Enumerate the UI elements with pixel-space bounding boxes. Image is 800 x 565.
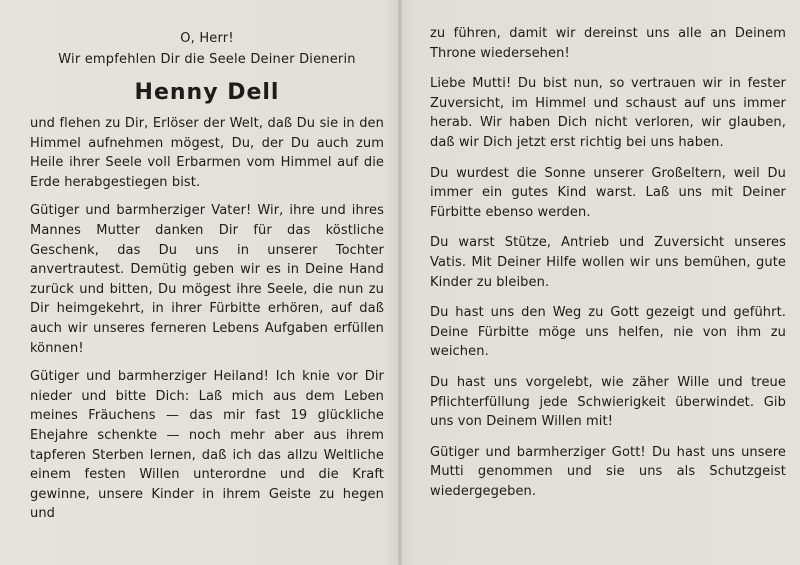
invocation: O, Herr! xyxy=(180,31,234,46)
right-page xyxy=(402,0,800,565)
prayer-paragraph: Du wurdest die Sonne unserer Großeltern, weil Du immer ein gutes Kind warst. Laß uns mit Deiner Fürbitte ebenso werden. xyxy=(430,165,786,220)
prayer-paragraph: Gütiger und barmherziger Gott! Du hast uns unsere Mutti genommen und sie uns als Schutzgeist wiedergegeben. xyxy=(430,444,786,499)
commendation: Wir empfehlen Dir die Seele Deiner Dienerin xyxy=(58,52,356,67)
prayer-paragraph: und flehen zu Dir, Erlöser der Welt, daß Du sie in den Himmel aufnehmen mögest, Du, der Du auch zum Heile ihrer Seele voll Erbarmen vom Himmel auf die Erde herabgestiegen bist. xyxy=(30,116,384,190)
prayer-paragraph: Gütiger und barmherziger Vater! Wir, ihre und ihres Mannes Mutter danken Dir für das köstliche Geschenk, das Du uns in unserer Tochter anvertrautest. Demütig geben wir es in Deine Hand zurück und bitten, Du mögest ihre Seele, die nun zu Dir heimgekehrt, in ihrer Fürbitte erhören, auf daß auch wir unseres ferneren Lebens Aufgaben erfüllen können! xyxy=(30,203,384,356)
prayer-paragraph: Liebe Mutti! Du bist nun, so vertrauen wir in fester Zuversicht, im Himmel und schaust auf uns immer herab. Wir haben Dich nicht verloren, wir glauben, daß wir Dich jetzt erst richtig bei uns haben. xyxy=(430,76,786,150)
prayer-paragraph: zu führen, damit wir dereinst uns alle an Deinem Throne wiedersehen! xyxy=(430,26,786,61)
prayer-paragraph: Du hast uns den Weg zu Gott gezeigt und geführt. Deine Fürbitte möge uns helfen, nie von ihm zu weichen. xyxy=(430,305,786,360)
prayer-paragraph: Du warst Stütze, Antrieb und Zuversicht unseres Vatis. Mit Deiner Hilfe wollen wir uns bemühen, gute Kinder zu bleiben. xyxy=(430,235,786,290)
prayer-paragraph: Gütiger und barmherziger Heiland! Ich knie vor Dir nieder und bitte Dich: Laß mich aus dem Leben meines Fräuchens — das mir fast 19 glückliche Ehejahre schenkte — noch mehr aber aus ihrem tapferen Sterben lernen, daß ich das allzu Weltliche einem festen Willen unterordne und die Kraft gewinne, unsere Kinder in ihrem Geiste zu hegen und xyxy=(30,369,384,522)
left-page xyxy=(0,0,398,565)
deceased-name: Henny Dell xyxy=(134,80,280,105)
prayer-paragraph: Du hast uns vorgelebt, wie zäher Wille und treue Pflichterfüllung jede Schwierigkeit überwindet. Gib uns von Deinem Willen mit! xyxy=(430,374,786,430)
